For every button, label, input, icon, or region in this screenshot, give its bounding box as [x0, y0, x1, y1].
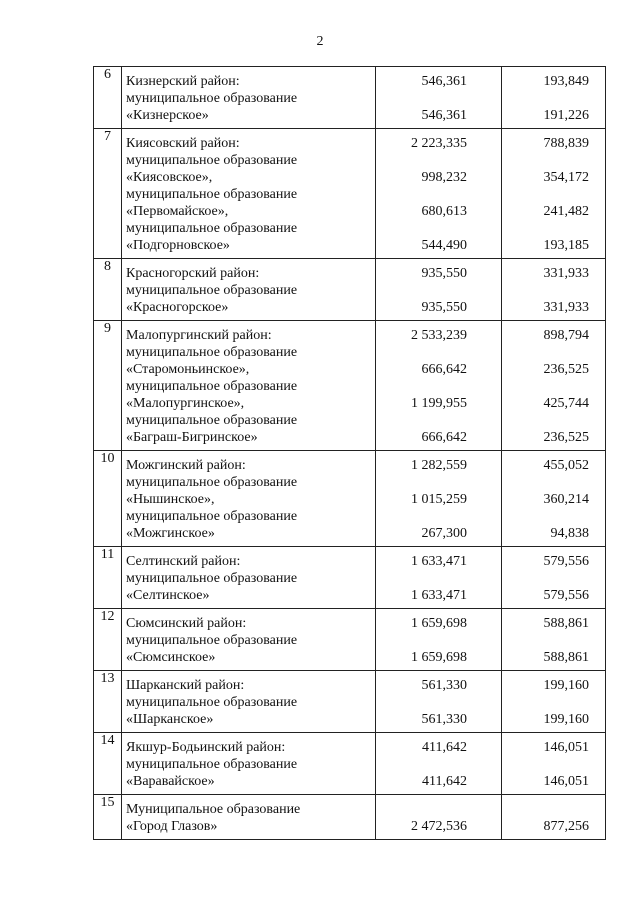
name-line: «Первомайское», [126, 204, 229, 219]
amount-2-line: 455,052 [543, 458, 589, 473]
amount-2-line: 579,556 [543, 554, 589, 569]
table-row [94, 259, 606, 321]
amount-2-cell [502, 609, 606, 671]
amount-2-line: 193,849 [543, 74, 589, 89]
name-line: муниципальное образование [126, 91, 298, 106]
name-line: «Киясовское», [126, 170, 213, 185]
amount-2-line [502, 756, 605, 773]
table-row [94, 451, 606, 547]
name-line: «Можгинское» [126, 526, 215, 541]
amount-1-line [376, 632, 501, 649]
name-line: Малопургинский район: [126, 328, 272, 343]
district-name-cell [122, 451, 376, 547]
amount-2-line [502, 90, 605, 107]
amount-1-line [376, 344, 501, 361]
amount-1-line: 546,361 [421, 74, 467, 89]
row-number: 8 [94, 259, 122, 321]
name-line: «Нышинское», [126, 492, 215, 507]
amount-1-line: 561,330 [421, 678, 467, 693]
amount-2-cell [502, 671, 606, 733]
amount-1-line [376, 570, 501, 587]
amount-1-line: 561,330 [421, 712, 467, 727]
row-number: 14 [94, 733, 122, 795]
amount-2-line: 94,838 [550, 526, 589, 541]
row-number: 13 [94, 671, 122, 733]
row-number: 15 [94, 795, 122, 840]
amount-2-cell [502, 547, 606, 609]
amount-2-cell [502, 451, 606, 547]
amount-2-line: 146,051 [543, 740, 589, 755]
amount-1-line: 1 659,698 [411, 650, 467, 665]
amount-2-line: 877,256 [543, 819, 589, 834]
amount-1-line [376, 90, 501, 107]
amount-1-line: 1 633,471 [411, 588, 467, 603]
district-name-cell [122, 259, 376, 321]
name-line: муниципальное образование [126, 413, 298, 428]
amount-2-line [502, 508, 605, 525]
amount-2-line [502, 632, 605, 649]
amount-1-line: 998,232 [421, 170, 467, 185]
name-line: Кизнерский район: [126, 74, 240, 89]
amount-1-cell [376, 67, 502, 129]
amount-2-line: 360,214 [543, 492, 589, 507]
name-line: муниципальное образование [126, 571, 298, 586]
amount-2-cell [502, 321, 606, 451]
amount-1-line: 935,550 [421, 266, 467, 281]
name-line: «Город Глазов» [126, 819, 218, 834]
amount-2-line [502, 412, 605, 429]
amount-1-line: 1 659,698 [411, 616, 467, 631]
amount-1-line [376, 474, 501, 491]
name-line: муниципальное образование [126, 379, 298, 394]
amount-1-line: 935,550 [421, 300, 467, 315]
row-number: 9 [94, 321, 122, 451]
amount-2-line: 193,185 [543, 238, 589, 253]
amount-2-line: 199,160 [543, 678, 589, 693]
name-line: «Малопургинское», [126, 396, 245, 411]
amount-2-cell [502, 259, 606, 321]
amount-1-line: 411,642 [422, 740, 467, 755]
name-line: муниципальное образование [126, 509, 298, 524]
name-line: «Варавайское» [126, 774, 215, 789]
amount-1-line [376, 756, 501, 773]
amount-1-line: 1 199,955 [411, 396, 467, 411]
amount-2-line: 241,482 [543, 204, 589, 219]
amount-1-line [376, 694, 501, 711]
name-line: муниципальное образование [126, 345, 298, 360]
amount-2-line [502, 152, 605, 169]
amount-1-cell [376, 733, 502, 795]
amount-2-line: 588,861 [543, 650, 589, 665]
name-line: Сюмсинский район: [126, 616, 247, 631]
amount-2-cell [502, 733, 606, 795]
amount-2-line: 425,744 [543, 396, 589, 411]
district-name-cell [122, 67, 376, 129]
amount-2-line [502, 801, 605, 818]
amount-1-cell [376, 321, 502, 451]
amount-1-line: 1 633,471 [411, 554, 467, 569]
amount-2-line: 146,051 [543, 774, 589, 789]
amount-1-line: 411,642 [422, 774, 467, 789]
name-line: Селтинский район: [126, 554, 241, 569]
amount-2-line [502, 694, 605, 711]
amount-1-line: 2 533,239 [411, 328, 467, 343]
district-name-cell [122, 795, 376, 840]
amount-2-line: 199,160 [543, 712, 589, 727]
amount-2-cell [502, 129, 606, 259]
amount-2-line: 579,556 [543, 588, 589, 603]
amount-1-line: 544,490 [421, 238, 467, 253]
amount-2-line: 331,933 [543, 300, 589, 315]
district-name-cell [122, 321, 376, 451]
amount-2-line: 236,525 [543, 362, 589, 377]
amount-2-line: 788,839 [543, 136, 589, 151]
amount-1-cell [376, 259, 502, 321]
table-body [94, 67, 606, 840]
name-line: муниципальное образование [126, 633, 298, 648]
table-row [94, 609, 606, 671]
table-row [94, 129, 606, 259]
name-line: Можгинский район: [126, 458, 246, 473]
name-line: муниципальное образование [126, 153, 298, 168]
district-name-cell [122, 129, 376, 259]
district-name-cell [122, 609, 376, 671]
amount-1-line: 2 223,335 [411, 136, 467, 151]
name-line: «Старомоньинское», [126, 362, 250, 377]
amount-1-line: 267,300 [421, 526, 467, 541]
amount-2-line [502, 570, 605, 587]
amount-1-cell [376, 451, 502, 547]
row-number: 11 [94, 547, 122, 609]
amount-1-line [376, 801, 501, 818]
amount-1-line [376, 282, 501, 299]
district-name-cell [122, 671, 376, 733]
district-name-cell [122, 733, 376, 795]
name-line: «Кизнерское» [126, 108, 209, 123]
amount-1-line [376, 378, 501, 395]
amount-2-line: 331,933 [543, 266, 589, 281]
amount-1-line [376, 186, 501, 203]
name-line: Красногорский район: [126, 266, 260, 281]
amount-2-line: 588,861 [543, 616, 589, 631]
table-row [94, 795, 606, 840]
name-line: Якшур-Бодьинский район: [126, 740, 286, 755]
amount-1-line: 666,642 [421, 430, 467, 445]
amount-1-cell [376, 795, 502, 840]
amount-2-line: 898,794 [543, 328, 589, 343]
amount-1-line: 666,642 [421, 362, 467, 377]
amount-2-line [502, 344, 605, 361]
name-line: муниципальное образование [126, 757, 298, 772]
amount-1-line [376, 220, 501, 237]
amount-1-line: 1 015,259 [411, 492, 467, 507]
district-name-cell [122, 547, 376, 609]
amount-2-line [502, 186, 605, 203]
page-number: 2 [316, 34, 324, 49]
table-row [94, 547, 606, 609]
name-line: «Сюмсинское» [126, 650, 216, 665]
amount-1-cell [376, 547, 502, 609]
name-line: Муниципальное образование [126, 802, 301, 817]
table-row [94, 733, 606, 795]
name-line: Шарканский район: [126, 678, 245, 693]
amount-1-line [376, 508, 501, 525]
amount-2-cell [502, 795, 606, 840]
amount-2-line [502, 378, 605, 395]
name-line: муниципальное образование [126, 187, 298, 202]
table-row [94, 321, 606, 451]
name-line: муниципальное образование [126, 695, 298, 710]
amount-2-line [502, 220, 605, 237]
amount-1-line: 1 282,559 [411, 458, 467, 473]
row-number: 7 [94, 129, 122, 259]
name-line: «Подгорновское» [126, 238, 230, 253]
name-line: «Баграш-Бигринское» [126, 430, 258, 445]
name-line: «Селтинское» [126, 588, 210, 603]
name-line: муниципальное образование [126, 283, 298, 298]
name-line: муниципальное образование [126, 221, 298, 236]
amount-1-line [376, 412, 501, 429]
table-row [94, 671, 606, 733]
table-row [94, 67, 606, 129]
amount-2-line [502, 474, 605, 491]
amount-1-line: 546,361 [421, 108, 467, 123]
allocation-table [93, 66, 606, 840]
row-number: 12 [94, 609, 122, 671]
amount-2-line [502, 282, 605, 299]
amount-1-line: 680,613 [421, 204, 467, 219]
amount-1-cell [376, 129, 502, 259]
amount-1-line: 2 472,536 [411, 819, 467, 834]
amount-2-line: 354,172 [543, 170, 589, 185]
row-number: 6 [94, 67, 122, 129]
amount-2-cell [502, 67, 606, 129]
name-line: «Шарканское» [126, 712, 214, 727]
name-line: Киясовский район: [126, 136, 240, 151]
amount-2-line: 236,525 [543, 430, 589, 445]
amount-2-line: 191,226 [543, 108, 589, 123]
amount-1-cell [376, 609, 502, 671]
name-line: муниципальное образование [126, 475, 298, 490]
name-line: «Красногорское» [126, 300, 229, 315]
row-number: 10 [94, 451, 122, 547]
amount-1-cell [376, 671, 502, 733]
amount-1-line [376, 152, 501, 169]
